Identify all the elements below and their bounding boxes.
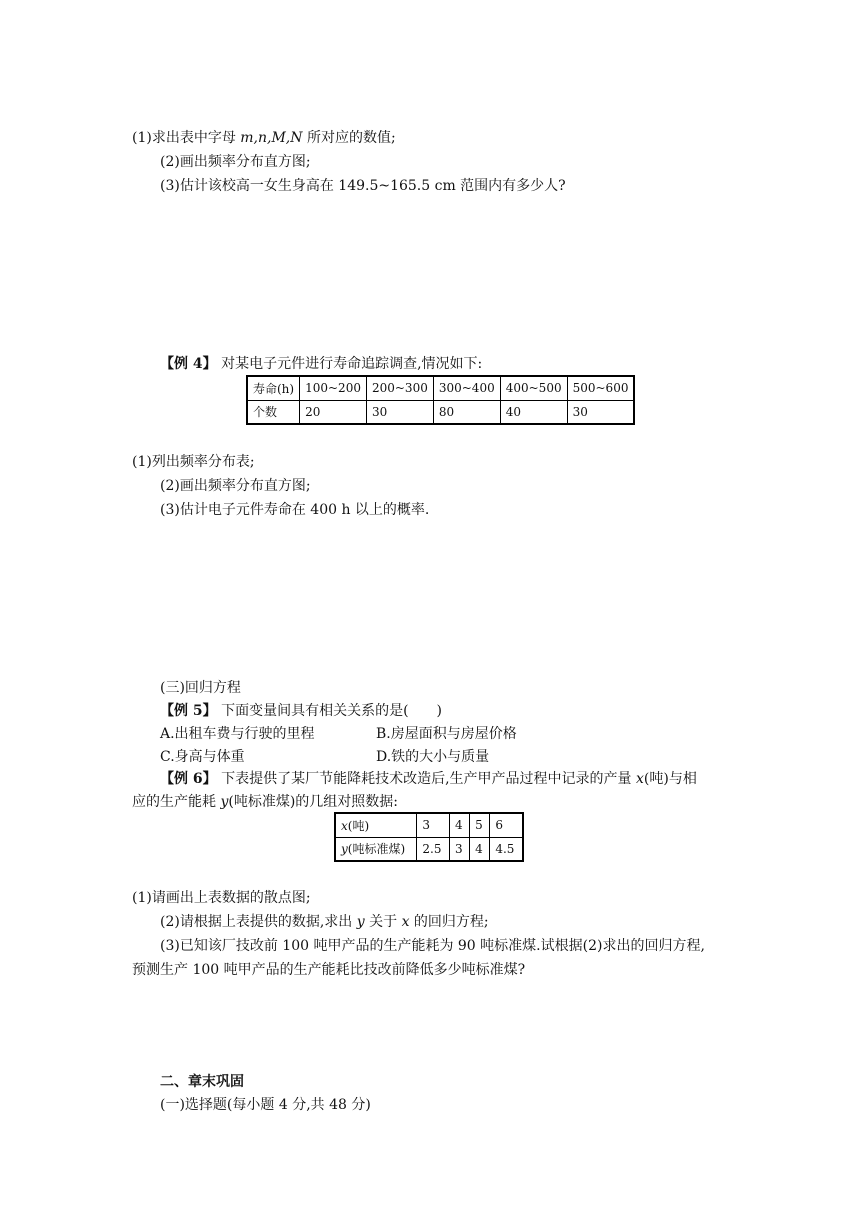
table-cell: 3 — [417, 813, 450, 837]
q3-part2: (2)画出频率分布直方图; — [160, 154, 311, 170]
table-cell: 4 — [470, 837, 490, 861]
q3-part3: (3)估计该校高一女生身高在 149.5~165.5 cm 范围内有多少人? — [160, 178, 566, 194]
table-row — [335, 837, 523, 861]
example-6-part2: (2)请根据上表提供的数据,求出 y 关于 x 的回归方程; — [160, 914, 489, 930]
example-6-part3-cont: 预测生产 100 吨甲产品的生产能耗比技改前降低多少吨标准煤? — [132, 962, 526, 978]
table-cell: 100~200 — [300, 376, 367, 400]
table-cell: 6 — [490, 813, 523, 837]
table-cell: 5 — [470, 813, 490, 837]
option-d: D.铁的大小与质量 — [376, 749, 490, 765]
table-row — [335, 813, 523, 837]
table-cell: 80 — [433, 400, 500, 424]
example-4-part1: (1)列出频率分布表; — [132, 454, 255, 470]
example-6-label: 【例 6】 — [160, 771, 217, 787]
table-cell: 500~600 — [567, 376, 634, 400]
option-b: B.房屋面积与房屋价格 — [376, 726, 517, 742]
table-cell: 寿命(h) — [247, 376, 300, 400]
table-cell: 40 — [500, 400, 567, 424]
chapter-subtitle: (一)选择题(每小题 4 分,共 48 分) — [160, 1097, 371, 1113]
production-table — [334, 812, 524, 862]
option-c: C.身高与体重 — [160, 749, 245, 765]
example-4-part2: (2)画出频率分布直方图; — [160, 478, 311, 494]
lifespan-table — [246, 375, 635, 425]
section-title-regression: (三)回归方程 — [160, 680, 241, 696]
example-6-heading: 【例 6】 下表提供了某厂节能降耗技术改造后,生产甲产品过程中记录的产量 x(吨)与相 — [160, 771, 697, 787]
example-5-text: 下面变量间具有相关关系的是( ) — [216, 703, 442, 719]
table-cell: 4.5 — [490, 837, 523, 861]
table-cell: 个数 — [247, 400, 300, 424]
example-4-heading — [160, 354, 482, 374]
example-5-label: 【例 5】 — [160, 703, 217, 719]
example-5-heading — [160, 701, 442, 721]
example-4-text: 对某电子元件进行寿命追踪调查,情况如下: — [216, 356, 483, 372]
table-cell: 3 — [449, 837, 469, 861]
q3-part1: (1)求出表中字母 m,n,M,N 所对应的数值; — [132, 130, 396, 146]
example-4-part3: (3)估计电子元件寿命在 400 h 以上的概率. — [160, 502, 430, 518]
table-cell: x(吨) — [335, 813, 417, 837]
table-cell: 300~400 — [433, 376, 500, 400]
table-row — [247, 376, 634, 400]
table-cell: 4 — [449, 813, 469, 837]
table-cell: 2.5 — [417, 837, 450, 861]
example-6-part3: (3)已知该厂技改前 100 吨甲产品的生产能耗为 90 吨标准煤.试根据(2)求出的回归方程, — [160, 938, 705, 954]
example-6-part1: (1)请画出上表数据的散点图; — [132, 890, 311, 906]
example-6-heading-cont: 应的生产能耗 y(吨标准煤)的几组对照数据: — [132, 794, 399, 810]
table-cell: 400~500 — [500, 376, 567, 400]
table-cell: 20 — [300, 400, 367, 424]
table-cell: 200~300 — [366, 376, 433, 400]
table-cell: 30 — [567, 400, 634, 424]
table-cell: 30 — [366, 400, 433, 424]
chapter-title: 二、章末巩固 — [160, 1074, 244, 1090]
table-cell: y(吨标准煤) — [335, 837, 417, 861]
table-row — [247, 400, 634, 424]
option-a: A.出租车费与行驶的里程 — [160, 726, 315, 742]
example-4-label: 【例 4】 — [160, 356, 217, 372]
